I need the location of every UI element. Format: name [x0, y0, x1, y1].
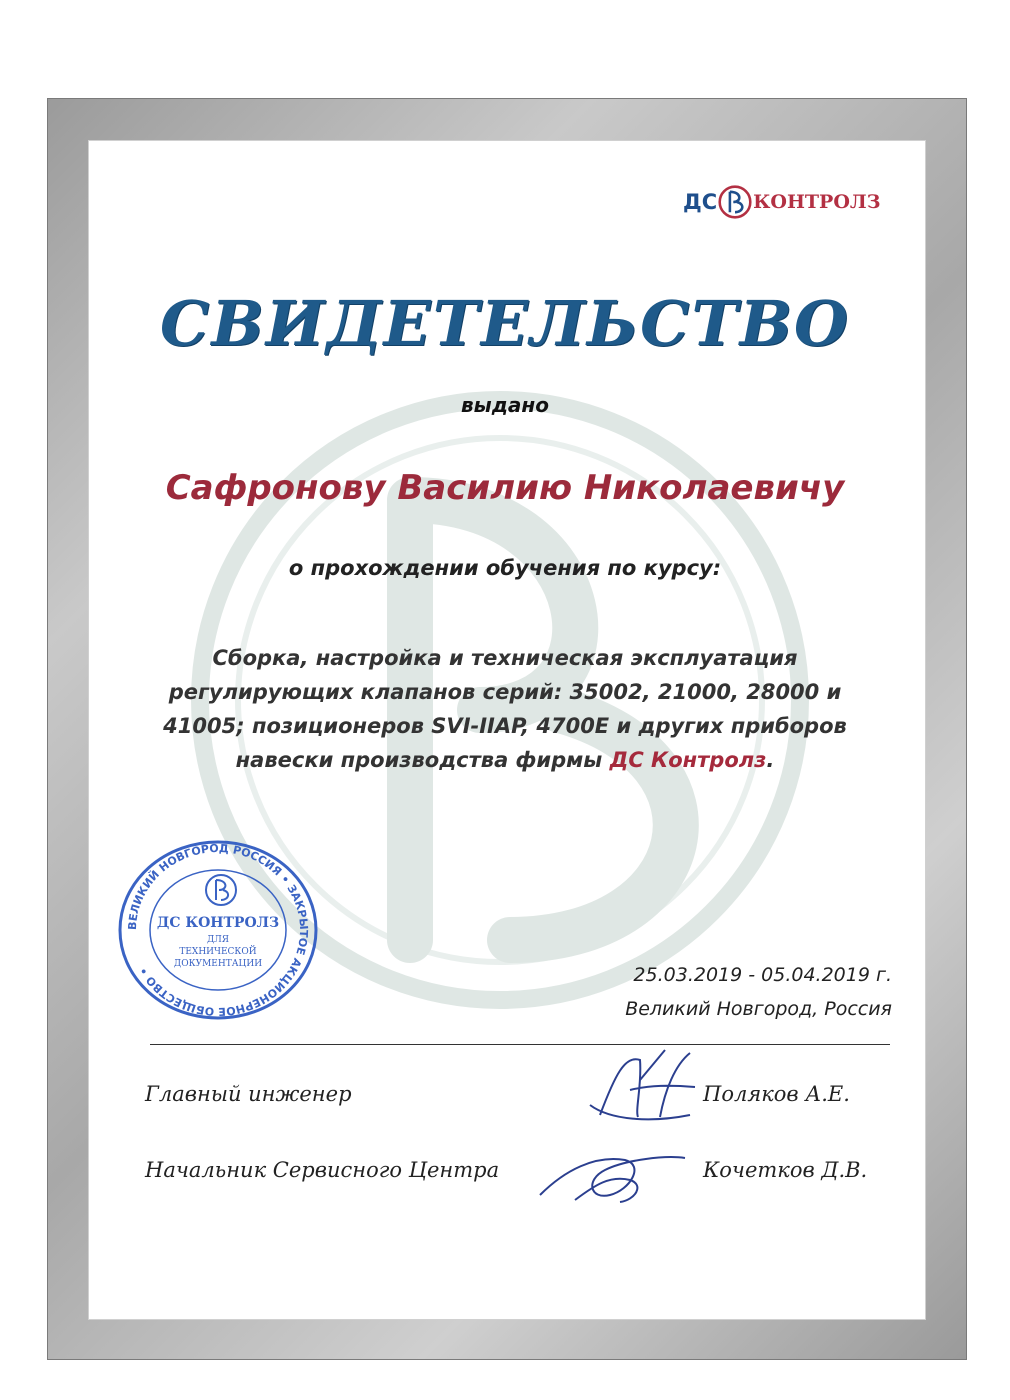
- course-intro: о прохождении обучения по курсу:: [288, 556, 722, 580]
- course-line-text: навески производства фирмы: [235, 748, 610, 772]
- signature-polyakov: [570, 1045, 720, 1125]
- signature-kochetkov: [535, 1140, 695, 1210]
- stamp-line: ДЛЯ: [206, 935, 230, 945]
- signature-divider: [150, 1044, 890, 1045]
- date-location-block: [625, 958, 892, 1026]
- recipient-name: Сафронову Василию Николаевичу: [165, 468, 845, 508]
- logo-left-text: ДС: [683, 190, 718, 214]
- company-logo: [683, 180, 880, 224]
- signatory-role: Главный инженер: [145, 1082, 352, 1106]
- date-range: 25.03.2019 - 05.04.2019 г.: [633, 964, 892, 986]
- course-line: регулирующих клапанов серий: 35002, 21000, 28000 и: [168, 680, 842, 704]
- signatory-role: Начальник Сервисного Центра: [145, 1158, 500, 1182]
- course-line: Сборка, настройка и техническая эксплуатация: [212, 646, 798, 670]
- stamp-line: ДОКУМЕНТАЦИИ: [173, 959, 263, 969]
- stamp-ring-text: ВЕЛИКИЙ НОВГОРОД РОССИЯ • ЗАКРЫТОЕ АКЦИОНЕРНОЕ ОБЩЕСТВО •: [125, 841, 311, 1019]
- issued-label: выдано: [461, 393, 549, 417]
- logo-emblem-icon: [718, 185, 752, 219]
- course-line-end: .: [766, 748, 775, 772]
- stamp-line: ТЕХНИЧЕСКОЙ: [179, 947, 257, 957]
- stamp-company: ДС КОНТРОЛЗ: [156, 915, 280, 931]
- company-stamp: [113, 835, 323, 1025]
- logo-right-text: КОНТРОЛЗ: [753, 191, 881, 213]
- location: Великий Новгород, Россия: [625, 998, 892, 1020]
- signatory-name: Поляков А.Е.: [703, 1082, 850, 1106]
- certificate-title: СВИДЕТЕЛЬСТВО: [160, 287, 850, 360]
- course-brand: ДС Контролз: [609, 748, 767, 772]
- course-description: [130, 641, 880, 777]
- course-line: [130, 743, 880, 777]
- signatory-name: Кочетков Д.В.: [703, 1158, 868, 1182]
- course-line: 41005; позиционеров SVI-IIAP, 4700E и других приборов: [163, 714, 847, 738]
